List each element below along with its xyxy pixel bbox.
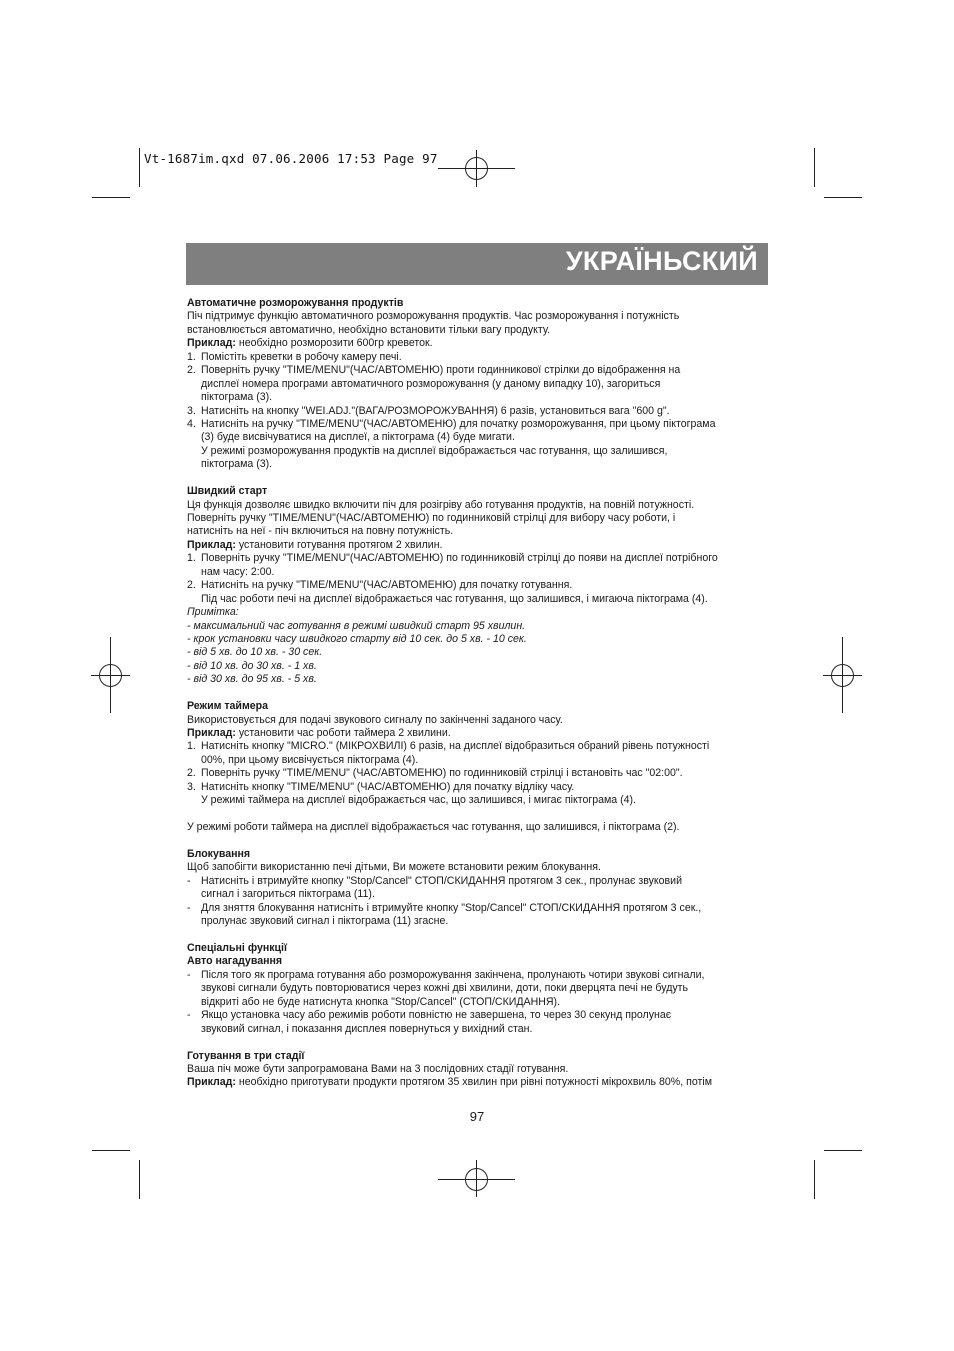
step-number: 3.: [187, 404, 196, 417]
step-number: 3.: [187, 780, 196, 793]
example-line: [187, 337, 772, 350]
step-text: Поверніть ручку "TIME/MENU" (ЧАС/АВТОМЕНЮ) по годинниковій стрілці і встановіть час "02:00".: [201, 767, 683, 780]
step-number: 1.: [187, 350, 196, 363]
bullet-continuation: звукові сигнали будуть повторюватися через кожні дві хвилини, доти, поки дверцята печі не будуть: [201, 982, 689, 995]
step-text: Натисніть кнопку "TIME/MENU" (ЧАС/АВТОМЕНЮ) для початку відліку часу.: [201, 780, 575, 793]
step-continuation: піктограма (3).: [201, 391, 273, 404]
step-line: [187, 740, 772, 753]
note-line: - максимальний час готування в режимі швидкий старт 95 хвилин.: [187, 619, 526, 632]
section-title: Готування в три стадії: [187, 1049, 305, 1062]
document-body: [187, 297, 772, 1090]
paragraph-line: натисніть на неї - піч включиться на повну потужність.: [187, 525, 454, 538]
step-line: [187, 351, 772, 364]
step-text: Натисніть на ручку "TIME/MENU"(ЧАС/АВТОМЕНЮ) для початку готування.: [201, 579, 573, 592]
section-title: Режим таймера: [187, 700, 269, 713]
paragraph-line: Поверніть ручку "TIME/MENU"(ЧАС/АВТОМЕНЮ) по годинниковій стрілці для вибору часу роботи, і: [187, 512, 676, 524]
step-continuation: (3) буде висвічуватися на дисплеї, а піктограма (4) буде мигати.: [201, 431, 515, 444]
note-line: - крок установки часу швидкого старту від 10 сек. до 5 хв. - 10 сек.: [187, 632, 527, 645]
step-continuation: дисплеї номера програми автоматичного розморожування (у даному випадку 10), загориться: [201, 377, 661, 390]
slug-line: Vt-1687im.qxd 07.06.2006 17:53 Page 97: [144, 151, 438, 166]
bullet-line: [187, 969, 772, 982]
bullet-continuation: відкриті або не буде натиснута кнопка "Stop/Cancel" (СТОП/СКИДАННЯ).: [201, 995, 561, 1008]
bullet-line: [187, 1009, 772, 1022]
section-subtitle: Авто нагадування: [187, 955, 283, 968]
step-number: 1.: [187, 740, 196, 753]
example-text: установити час роботи таймера 2 хвилини.: [235, 727, 451, 739]
paragraph-line: Ця функція дозволяє швидко включити піч для розігріву або готування продуктів, на повній потужності.: [187, 498, 695, 511]
step-continuation: піктограма (3).: [201, 458, 273, 471]
step-number: 1.: [187, 552, 196, 565]
note-title: Примітка:: [187, 606, 239, 619]
step-text: Натисніть на кнопку "WEI.ADJ."(ВАГА/РОЗМОРОЖУВАННЯ) 6 разів, установиться вага "600 g".: [201, 404, 670, 417]
example-text: установити готування протягом 2 хвилин.: [235, 538, 443, 551]
example-line: [187, 727, 772, 740]
bullet-continuation: звуковий сигнал, і показання дисплея повернуться у вихідний стан.: [201, 1022, 533, 1035]
step-line: [187, 579, 772, 592]
example-label: Приклад:: [187, 538, 236, 551]
example-line: [187, 539, 772, 552]
step-continuation: У режимі таймера на дисплеї відображається час, що залишився, і мигає піктограма (4).: [201, 794, 636, 807]
paragraph-line: Ваша піч може бути запрограмована Вами на 3 послідовних стадії готування.: [187, 1062, 569, 1075]
bullet-continuation: пролунає звуковий сигнал і піктограма (11) згасне.: [201, 915, 449, 928]
paragraph-line: встановлюється автоматично, необхідно встановити тільки вагу продукту.: [187, 323, 551, 336]
section-title: Швидкий старт: [187, 485, 268, 498]
bullet-dash: -: [187, 968, 191, 981]
step-line: [187, 781, 772, 794]
bullet-dash: -: [187, 901, 191, 914]
step-text: Поверніть ручку "TIME/MENU"(ЧАС/АВТОМЕНЮ) проти годинникової стрілки до відображення на: [201, 364, 681, 377]
example-label: Приклад:: [187, 727, 236, 739]
step-number: 2.: [187, 579, 196, 592]
bullet-text: Після того як програма готування або розморожування закінчена, пролунають чотири звукові сигнали,: [201, 968, 705, 981]
page-number: 97: [469, 1109, 485, 1124]
example-label: Приклад:: [187, 1076, 236, 1089]
step-line: [187, 364, 772, 377]
paragraph-line: У режимі роботи таймера на дисплеї відображається час готування, що залишився, і піктограма (2).: [187, 821, 680, 834]
bullet-line: [187, 875, 772, 888]
step-number: 2.: [187, 364, 196, 377]
bullet-line: [187, 902, 772, 915]
note-line: - від 5 хв. до 10 хв. - 30 сек.: [187, 646, 323, 659]
example-text: необхідно приготувати продукти протягом 35 хвилин при рівні потужності мікрохвиль 80%, потім: [235, 1076, 712, 1089]
step-continuation: 00%, при цьому висвічується піктограма (4).: [201, 753, 419, 766]
step-text: Поверніть ручку "TIME/MENU"(ЧАС/АВТОМЕНЮ) по годинниковій стрілці до появи на дисплеї потрібного: [201, 552, 718, 565]
page-title: УКРАЇНЬСКИЙ: [565, 246, 758, 276]
paragraph-line: Використовується для подачі звукового сигналу по закінченні заданого часу.: [187, 713, 563, 726]
example-line: [187, 1076, 772, 1089]
step-line: [187, 552, 772, 565]
language-banner: [186, 243, 768, 285]
section-title: Автоматичне розморожування продуктів: [187, 297, 404, 309]
example-label: Приклад:: [187, 337, 236, 350]
bullet-dash: -: [187, 874, 191, 887]
bullet-continuation: сигнал і загориться піктограма (11).: [201, 888, 375, 901]
step-text: Натисніть на ручку "TIME/MENU"(ЧАС/АВТОМЕНЮ) для початку розморожування, при цьому піктограма: [201, 417, 716, 430]
step-continuation: У режимі розморожування продуктів на дисплеї відображається час готування, що залишився,: [201, 444, 668, 457]
step-text: Помістіть креветки в робочу камеру печі.: [201, 350, 402, 363]
paragraph-line: Піч підтримує функцію автоматичного розморожування продуктів. Час розморожування і потужність: [187, 310, 680, 323]
step-continuation: нам часу: 2:00.: [201, 565, 275, 578]
bullet-dash: -: [187, 1009, 191, 1022]
note-line: - від 30 хв. до 95 хв. - 5 хв.: [187, 673, 317, 686]
example-text: необхідно розморозити 600гр креветок.: [235, 337, 433, 350]
paragraph-line: Щоб запобігти використанню печі дітьми, Ви можете встановити режим блокування.: [187, 861, 601, 874]
bullet-text: Якщо установка часу або режимів роботи повністю не завершена, то через 30 секунд пролунає: [201, 1009, 672, 1022]
bullet-text: Для зняття блокування натисніть і втримуйте кнопку "Stop/Cancel" СТОП/СКИДАННЯ протягом 3 сек.,: [201, 901, 702, 914]
step-continuation: Під час роботи печі на дисплеї відображається час готування, що залишився, і мигаюча піктограма (4).: [201, 592, 708, 605]
bullet-text: Натисніть і втримуйте кнопку "Stop/Cancel" СТОП/СКИДАННЯ протягом 3 сек., пролунає звуковий: [201, 874, 683, 887]
step-text: Натисніть кнопку "MICRO." (МІКРОХВИЛІ) 6 разів, на дисплеї відобразиться обраний рівень потужності: [201, 740, 710, 753]
note-line: - від 10 хв. до 30 хв. - 1 хв.: [187, 659, 317, 672]
section-title: Блокування: [187, 847, 251, 860]
step-line: [187, 405, 772, 418]
step-number: 4.: [187, 417, 196, 430]
step-line: [187, 767, 772, 780]
step-line: [187, 418, 772, 431]
section-title: Спеціальні функції: [187, 942, 287, 954]
step-number: 2.: [187, 767, 196, 780]
